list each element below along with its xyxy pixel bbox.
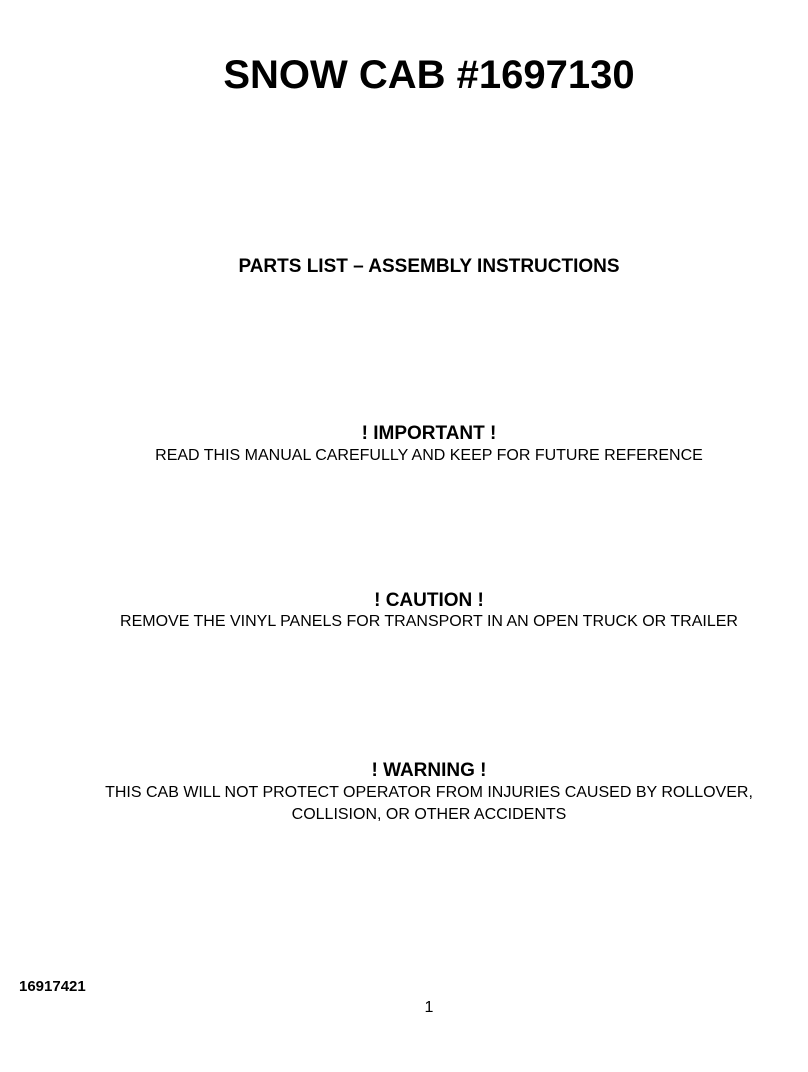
important-text: READ THIS MANUAL CAREFULLY AND KEEP FOR FUTURE REFERENCE [155, 447, 703, 464]
warning-text-line-1: THIS CAB WILL NOT PROTECT OPERATOR FROM INJURIES CAUSED BY ROLLOVER, [105, 784, 753, 801]
warning-text [25, 782, 808, 826]
document-title: SNOW CAB #1697130 [223, 53, 635, 97]
page-number: 1 [424, 999, 434, 1016]
warning-text-line-2: COLLISION, OR OTHER ACCIDENTS [291, 806, 567, 823]
important-heading: ! IMPORTANT ! [361, 423, 497, 444]
document-subtitle: PARTS LIST – ASSEMBLY INSTRUCTIONS [238, 256, 620, 277]
caution-text: REMOVE THE VINYL PANELS FOR TRANSPORT IN AN OPEN TRUCK OR TRAILER [120, 613, 738, 630]
caution-heading: ! CAUTION ! [374, 590, 484, 611]
document-number: 16917421 [19, 978, 86, 995]
warning-heading: ! WARNING ! [371, 760, 487, 781]
